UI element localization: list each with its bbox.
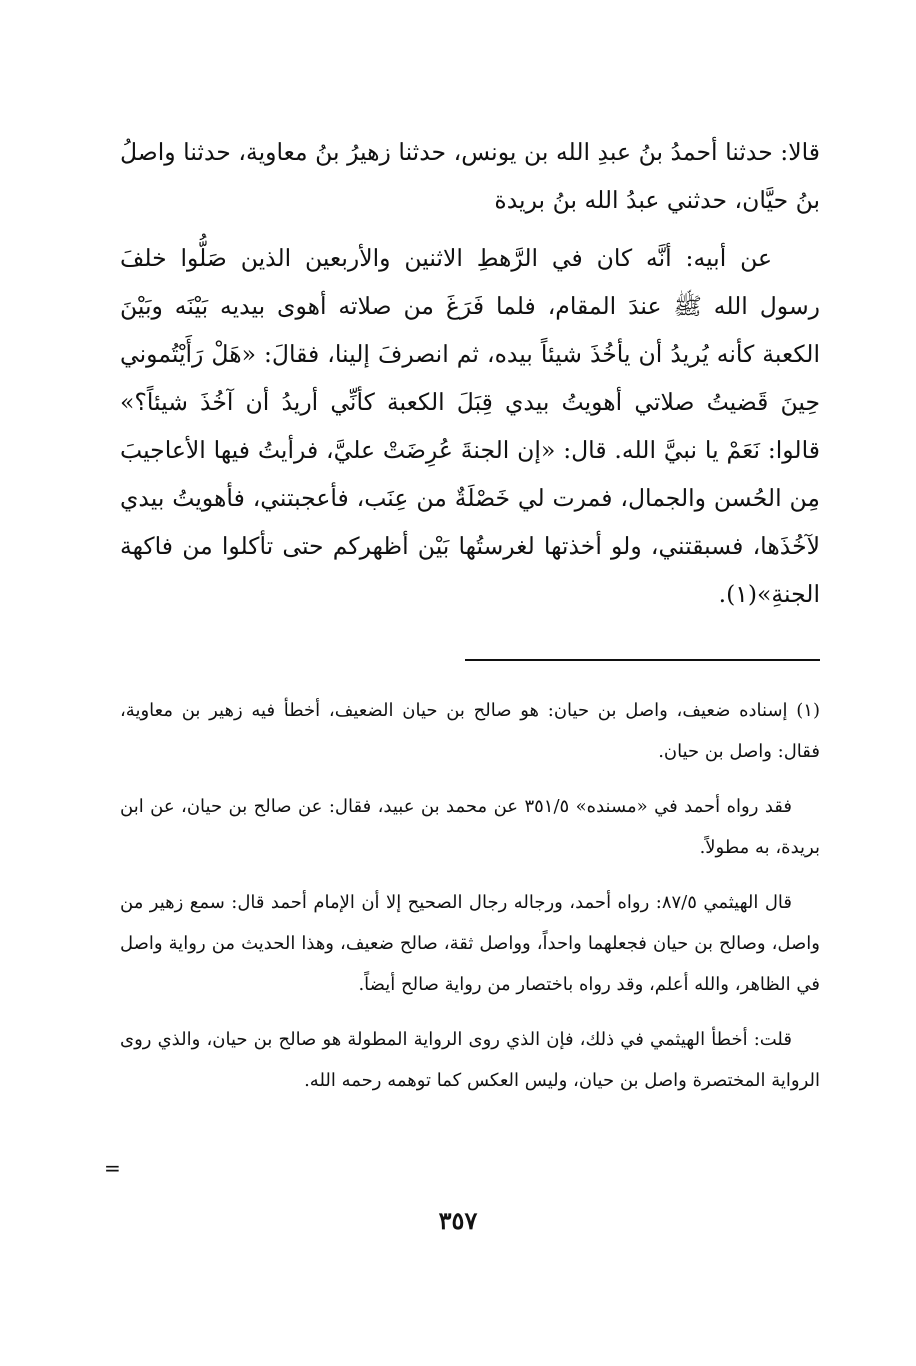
continuation-mark: =: [104, 1156, 121, 1180]
footnotes: [120, 690, 820, 1115]
hadith-matn-paragraph: عن أبيه: أنَّه كان في الرَّهطِ الاثنين والأربعين الذين صَلُّوا خلفَ رسول الله ﷺ عندَ المقام، فلما فَرَغَ من صلاته أهوى بيديه بَيْنَه وبَيْنَ الكعبة كأنه يُريدُ أن يأخُذَ شيئاً بيده، ثم انصرفَ إلينا، فقالَ: «هَلْ رَأَيْتُموني حِينَ قَضيتُ صلاتي أهويتُ بيدي قِبَلَ الكعبة كأنِّي أريدُ أن آخُذَ شيئاً؟» قالوا: نَعَمْ يا نبيَّ الله. قال: «إن الجنةَ عُرِضَتْ عليَّ، فرأيتُ فيها الأعاجيبَ مِن الحُسن والجمال، فمرت لي خَصْلَةٌ من عِنَب، فأعجبتني، فأهويتُ بيدي لآخُذَها، فسبقتني، ولو أخذتها لغرستُها بَيْن أظهركم حتى تأكلوا من فاكهة الجنةِ»(١).: [120, 244, 820, 608]
hadith-isnad-paragraph: قالا: حدثنا أحمدُ بنُ عبدِ الله بن يونس، حدثنا زهيرُ بنُ معاوية، حدثنا واصلُ بنُ حيَّان، حدثني عبدُ الله بنُ بريدة: [120, 138, 820, 214]
footnote-item: قلت: أخطأ الهيثمي في ذلك، فإن الذي روى الرواية المطولة هو صالح بن حيان، والذي روى الرواية المختصرة واصل بن حيان، وليس العكس كما توهمه رحمه الله.: [120, 1029, 820, 1091]
footnote-item: فقد رواه أحمد في «مسنده» ٣٥١/٥ عن محمد بن عبيد، فقال: عن صالح بن حيان، عن ابن بريدة، به مطولاً.: [120, 796, 820, 858]
page-number: ٣٥٧: [438, 1206, 478, 1235]
footnote-separator: [465, 659, 820, 661]
footnote-item: (١) إسناده ضعيف، واصل بن حيان: هو صالح بن حيان الضعيف، أخطأ فيه زهير بن معاوية، فقال: واصل بن حيان.: [120, 700, 820, 762]
main-text: [120, 128, 820, 618]
footnote-item: قال الهيثمي ٨٧/٥: رواه أحمد، ورجاله رجال الصحيح إلا أن الإمام أحمد قال: سمع زهير من واصل، وصالح بن حيان فجعلهما واحداً، وواصل ثقة، صالح ضعيف، وهذا الحديث من رواية واصل في الظاهر، والله أعلم، وقد رواه باختصار من رواية صالح أيضاً.: [120, 892, 820, 995]
